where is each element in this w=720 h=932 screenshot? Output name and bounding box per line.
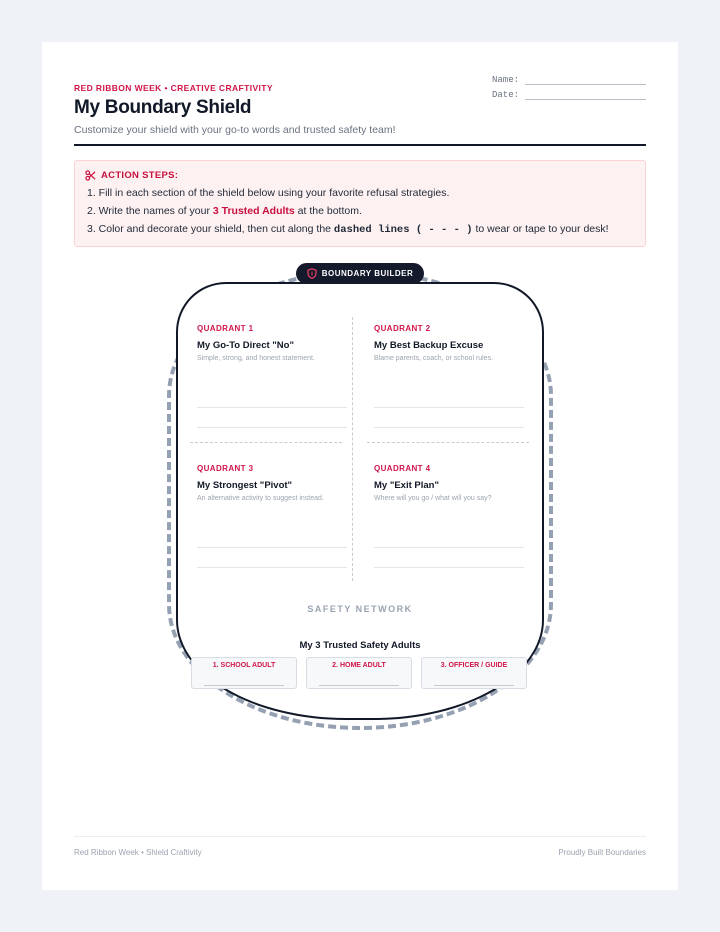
footer-left-text: Red Ribbon Week • Shield Craftivity <box>74 848 202 857</box>
steps-list <box>87 186 609 240</box>
trusted-adult-3-write-line[interactable] <box>434 685 514 686</box>
step-1 <box>87 186 609 204</box>
trusted-adult-1-label: 1. SCHOOL ADULT <box>212 662 276 669</box>
trusted-adult-1-write-line[interactable] <box>204 685 284 686</box>
step-2-text: 2. Write the names of your <box>87 205 213 217</box>
trusted-adult-1-box[interactable] <box>191 657 297 689</box>
trusted-adults-title: My 3 Trusted Safety Adults <box>299 640 421 651</box>
quadrant-1-write-line-1[interactable] <box>197 407 347 408</box>
name-field[interactable] <box>492 75 646 85</box>
action-steps-callout <box>74 160 646 247</box>
date-label: Date: <box>492 90 520 100</box>
quadrant-2 <box>374 324 524 362</box>
name-line[interactable] <box>525 75 646 85</box>
callout-heading-text: ACTION STEPS: <box>101 170 179 181</box>
eyebrow-label: RED RIBBON WEEK • CREATIVE CRAFTIVITY <box>74 83 273 93</box>
quadrant-3-write-line-2[interactable] <box>197 567 347 568</box>
page-title: My Boundary Shield <box>74 97 252 118</box>
quadrant-1-hint: Simple, strong, and honest statement. <box>197 355 315 362</box>
scissors-icon <box>85 170 96 181</box>
footer-divider <box>74 836 646 837</box>
quadrant-4-write-line-1[interactable] <box>374 547 524 548</box>
dashed-lines-code: dashed lines ( - - - ) <box>333 224 473 236</box>
step-1-text: 1. Fill in each section of the shield below using your favorite refusal strategies. <box>87 187 450 199</box>
header-rule <box>74 144 646 146</box>
quadrant-vertical-divider <box>352 317 353 581</box>
quadrant-horizontal-divider-left <box>190 442 342 443</box>
name-label: Name: <box>492 75 520 85</box>
footer-right-text: Proudly Built Boundaries <box>558 848 646 857</box>
quadrant-1-label: QUADRANT 1 <box>197 324 254 333</box>
quadrant-4-label: QUADRANT 4 <box>374 464 431 473</box>
step-3-text: 3. Color and decorate your shield, then cut along the <box>87 223 334 235</box>
quadrant-2-title: My Best Backup Excuse <box>374 340 484 351</box>
quadrant-4-write-line-2[interactable] <box>374 567 524 568</box>
step-3 <box>87 222 609 240</box>
safety-network-label: SAFETY NETWORK <box>307 604 413 614</box>
badge-label: BOUNDARY BUILDER <box>321 269 414 278</box>
quadrant-2-write-line-1[interactable] <box>374 407 524 408</box>
quadrant-1-write-line-2[interactable] <box>197 427 347 428</box>
worksheet-page <box>42 42 678 890</box>
quadrant-3-title: My Strongest "Pivot" <box>197 480 293 491</box>
quadrant-4 <box>374 464 524 502</box>
shield-icon <box>307 268 317 279</box>
quadrant-1-title: My Go-To Direct "No" <box>197 340 294 351</box>
page-subtitle: Customize your shield with your go-to words and trusted safety team! <box>74 124 396 136</box>
quadrant-4-hint: Where will you go / what will you say? <box>374 495 492 502</box>
quadrant-3 <box>197 464 347 502</box>
quadrant-4-title: My "Exit Plan" <box>374 480 439 491</box>
date-field[interactable] <box>492 90 646 100</box>
quadrant-3-label: QUADRANT 3 <box>197 464 254 473</box>
step-3-text-end: to wear or tape to your desk! <box>472 223 609 235</box>
trusted-adults-highlight: 3 Trusted Adults <box>212 205 295 217</box>
trusted-adult-2-box[interactable] <box>306 657 412 689</box>
date-line[interactable] <box>525 90 646 100</box>
quadrant-horizontal-divider-right <box>367 442 529 443</box>
trusted-adult-3-box[interactable] <box>421 657 527 689</box>
trusted-adult-2-write-line[interactable] <box>319 685 399 686</box>
boundary-builder-badge <box>296 263 424 284</box>
quadrant-2-label: QUADRANT 2 <box>374 324 431 333</box>
quadrant-3-hint: An alternative activity to suggest instead. <box>197 495 324 502</box>
trusted-adult-3-label: 3. OFFICER / GUIDE <box>440 662 508 669</box>
quadrant-3-write-line-1[interactable] <box>197 547 347 548</box>
quadrant-2-hint: Blame parents, coach, or school rules. <box>374 355 494 362</box>
quadrant-1 <box>197 324 347 362</box>
step-2 <box>87 204 609 222</box>
quadrant-2-write-line-2[interactable] <box>374 427 524 428</box>
trusted-adult-2-label: 2. HOME ADULT <box>332 662 386 669</box>
callout-heading <box>85 170 178 181</box>
step-2-text-end: at the bottom. <box>294 205 362 217</box>
